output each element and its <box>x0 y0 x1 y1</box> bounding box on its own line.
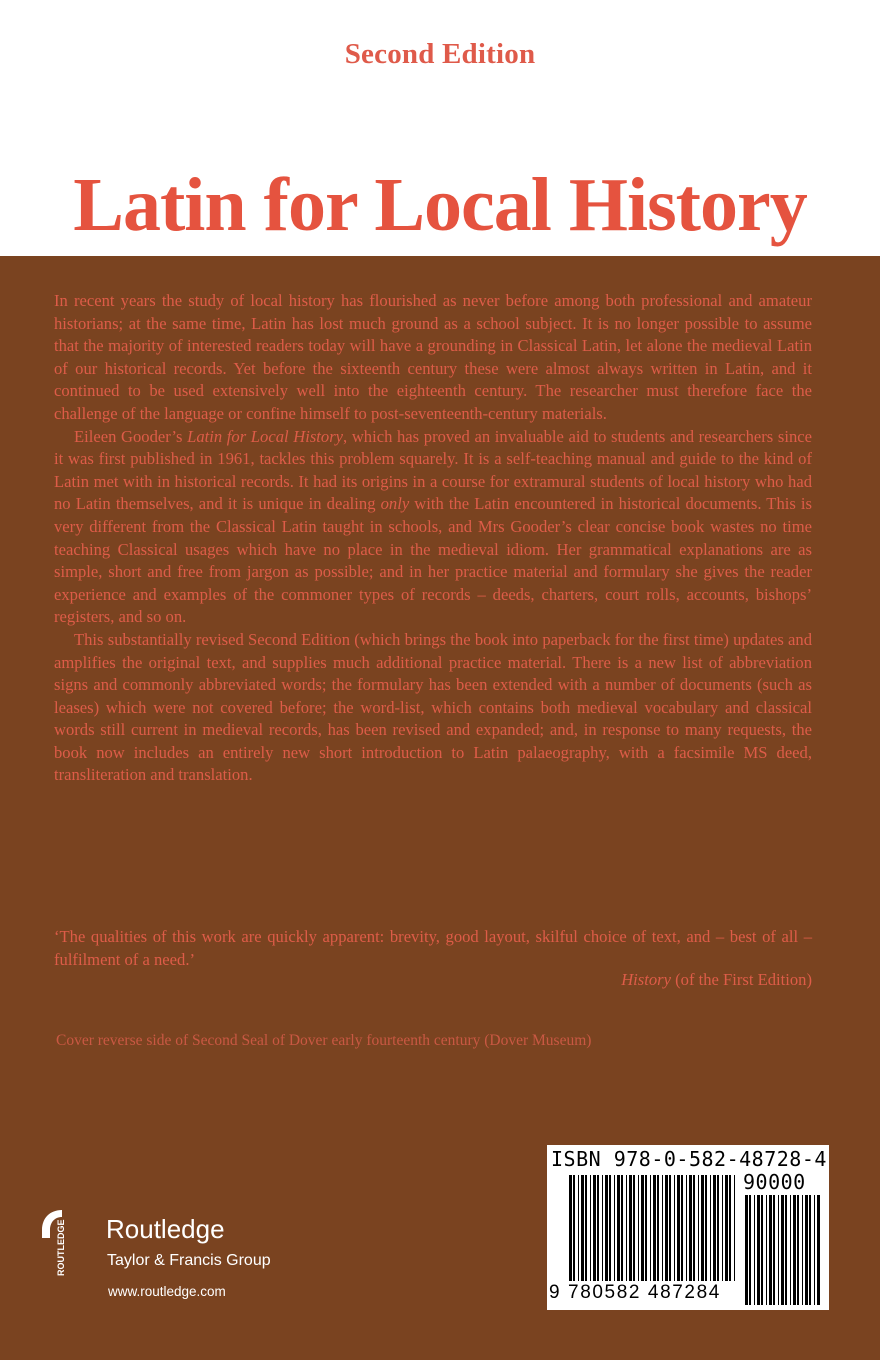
barcode-bar <box>754 1195 755 1305</box>
barcode-bar <box>585 1175 587 1281</box>
barcode-bar <box>710 1175 711 1281</box>
review-source: History <box>621 970 671 989</box>
barcode-bar <box>593 1175 596 1281</box>
barcode-bar <box>761 1195 763 1305</box>
barcode-bar <box>662 1175 663 1281</box>
barcode-bar <box>686 1175 687 1281</box>
barcode-bar <box>701 1175 704 1281</box>
barcode-bar <box>590 1175 591 1281</box>
barcode-bar <box>597 1175 599 1281</box>
barcode-bar <box>578 1175 579 1281</box>
barcode-bar <box>722 1175 723 1281</box>
barcode-bar <box>645 1175 647 1281</box>
barcode-bar <box>626 1175 627 1281</box>
barcode-bar <box>617 1175 620 1281</box>
barcode-bar <box>781 1195 784 1305</box>
barcode-bar <box>797 1195 799 1305</box>
barcode-bar <box>698 1175 699 1281</box>
barcode-bar <box>717 1175 719 1281</box>
barcode-bar <box>689 1175 692 1281</box>
barcode-bar <box>745 1195 748 1305</box>
ean-number: 9 780582 487284 <box>549 1282 721 1303</box>
barcode-bar <box>573 1175 575 1281</box>
barcode-bar <box>734 1175 735 1281</box>
barcode-bar <box>790 1195 791 1305</box>
barcode-bar <box>605 1175 608 1281</box>
barcode-bar <box>581 1175 584 1281</box>
barcode-bar <box>609 1175 611 1281</box>
barcode-bar <box>729 1175 731 1281</box>
barcode-bar <box>674 1175 675 1281</box>
barcode-bar <box>665 1175 668 1281</box>
paragraph-2-end: with the Latin encountered in historical documents. This is very different from the Classical Latin taught in schools, and Mrs Gooder’s clear concise book wastes no time teaching Classical usages which have no place in the medieval idiom. Her grammatical explanations are as simple, short and free from jargon as possible; and in her practice material and formulary she gives the reader experience and examples of the commoner types of records – deeds, charters, court rolls, accounts, bishops’ registers, and so on. <box>54 494 812 627</box>
paragraph-2-middle: , which has proved an invaluable aid to students and researchers since it was first published in 1961, tackles this problem squarely. It is a self-teaching manual and guide to the kind of Latin met with in historical records. It had its origins in a course for extramural students of local history who had no Latin themselves, and it is unique in dealing <box>54 426 812 514</box>
barcode-bar <box>705 1175 707 1281</box>
barcode-bar <box>766 1195 767 1305</box>
italic-only: only <box>380 494 410 514</box>
edition-label: Second Edition <box>344 38 536 70</box>
barcode-bar <box>725 1175 728 1281</box>
barcode-bar <box>602 1175 603 1281</box>
isbn-label: ISBN 978-0-582-48728-4 <box>551 1147 827 1171</box>
barcode-bar <box>669 1175 671 1281</box>
barcode-bar <box>757 1195 760 1305</box>
description-paragraph-1: In recent years the study of local history has flourished as never before among both professional and amateur historians; at the same time, Latin has lost much ground as a school subject. It is no longer possible to assume that the majority of interested readers today will have a grounding in Classical Latin, let alone the medieval Latin of our historical records. Yet before the sixteenth century these were almost always written in Latin, and it continued to be used extensively well into the eighteenth century. The researcher must therefore face the challenge of the language or confine himself to post-seventeenth-century materials. <box>54 291 812 423</box>
barcode-bar <box>773 1195 775 1305</box>
review-attribution <box>54 970 812 990</box>
barcode-bar <box>569 1175 572 1281</box>
barcode-bar <box>650 1175 651 1281</box>
barcode-bar <box>657 1175 659 1281</box>
cover-top-white-band <box>0 0 880 256</box>
publisher-group: Taylor & Francis Group <box>107 1252 271 1269</box>
barcode-bar <box>778 1195 779 1305</box>
barcode-bar <box>817 1195 820 1305</box>
barcode-bar <box>681 1175 683 1281</box>
paragraph-2-start: Eileen Gooder’s <box>74 426 188 446</box>
barcode-bar <box>749 1195 751 1305</box>
publisher-name: Routledge <box>106 1214 225 1244</box>
barcode-bar <box>677 1175 680 1281</box>
book-title: Latin for Local History <box>73 163 807 247</box>
barcode-bar <box>641 1175 644 1281</box>
barcode-bar <box>629 1175 632 1281</box>
description-paragraph-2 <box>54 426 812 629</box>
barcode-bar <box>621 1175 623 1281</box>
barcode-bar <box>693 1175 695 1281</box>
description-paragraph-3: This substantially revised Second Edition (which brings the book into paperback for the first time) updates and amplifies the original text, and supplies much additional practice material. There is a new list of abbreviation signs and commonly abbreviated words; the formulary has been extended with a number of documents (such as leases) which were not covered before; the word-list, which contains both medieval vocabulary and classical words still current in medieval records, has been revised and expanded; and, in response to many requests, the book now includes an entirely new short introduction to Latin palaeography, with a facsimile MS deed, transliteration and translation. <box>54 629 812 785</box>
review-quote: ‘The qualities of this work are quickly apparent: brevity, good layout, skilful choice of text, and – best of all – fulfilment of a need.’ <box>54 927 812 969</box>
barcode-bar <box>805 1195 808 1305</box>
cover-image-credit: Cover reverse side of Second Seal of Dover early fourteenth century (Dover Museum) <box>56 1032 592 1049</box>
barcode-bar <box>814 1195 815 1305</box>
routledge-vertical-wordmark: ROUTLEDGE <box>56 1219 66 1276</box>
barcode-bar <box>614 1175 615 1281</box>
review-source-note: (of the First Edition) <box>670 970 812 989</box>
price-code: 90000 <box>743 1170 806 1194</box>
barcode-bar <box>785 1195 787 1305</box>
isbn-barcode <box>547 1145 829 1310</box>
barcode-bar <box>809 1195 811 1305</box>
barcode-bar <box>638 1175 639 1281</box>
barcode-bar <box>793 1195 796 1305</box>
barcode-bar <box>769 1195 772 1305</box>
barcode-bar <box>802 1195 803 1305</box>
barcode-bar <box>633 1175 635 1281</box>
barcode-bar <box>653 1175 656 1281</box>
book-description <box>54 290 812 787</box>
publisher-website: www.routledge.com <box>108 1284 226 1299</box>
barcode-bar <box>713 1175 716 1281</box>
routledge-logo-icon <box>36 1208 70 1278</box>
italic-book-title: Latin for Local History <box>187 426 344 446</box>
